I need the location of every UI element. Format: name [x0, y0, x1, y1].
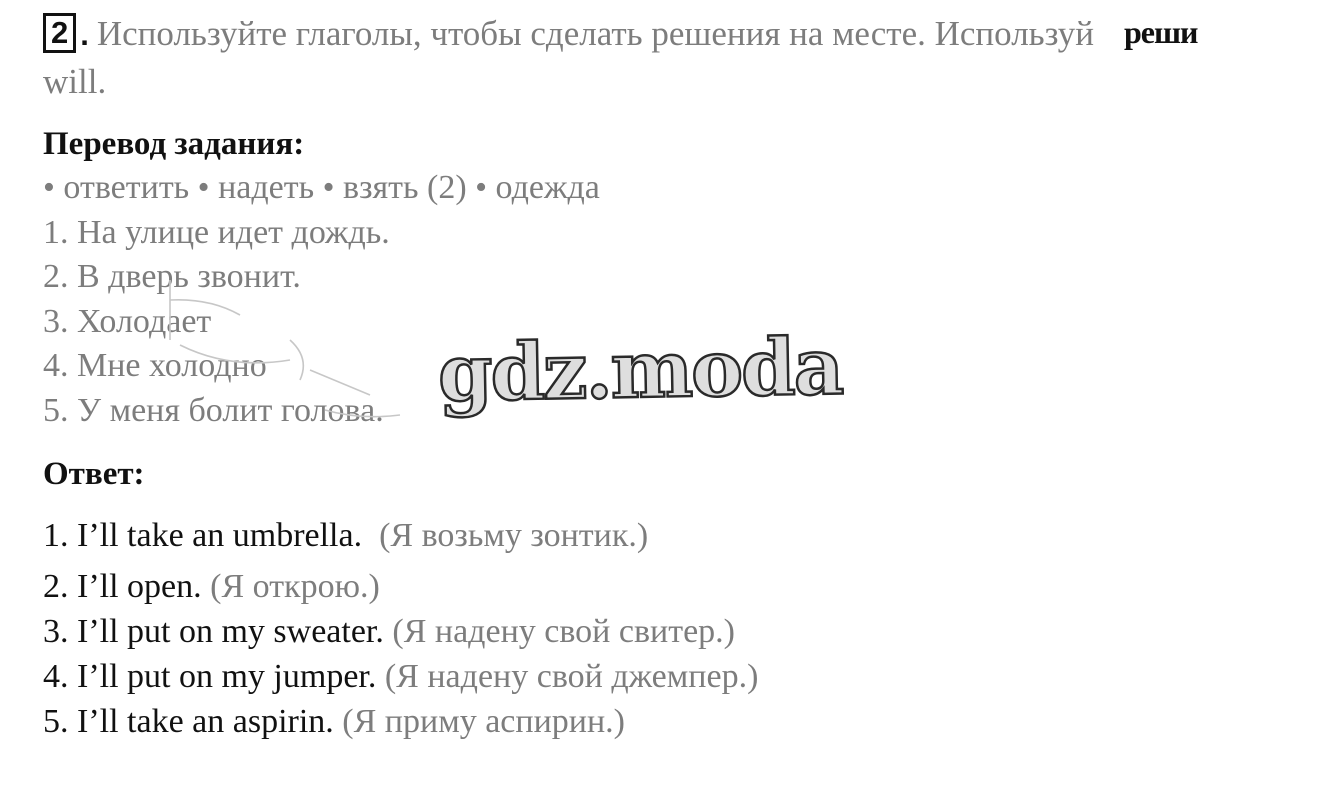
- translation-item-4: 4. Мне холодно: [43, 347, 267, 384]
- answer-en: 1. I’ll take an umbrella.: [43, 517, 363, 554]
- answer-item-2: [43, 566, 380, 608]
- answer-en: 2. I’ll open.: [43, 568, 202, 605]
- reshi-stamp: реши: [1124, 14, 1198, 50]
- translation-item-2: 2. В дверь звонит.: [43, 258, 301, 295]
- answer-ru: (Я открою.): [210, 568, 380, 605]
- task-text-line2: will.: [43, 62, 107, 101]
- answer-en: 4. I’ll put on my jumper.: [43, 658, 377, 695]
- answer-ru: (Я приму аспирин.): [342, 703, 625, 740]
- answer-ru: (Я надену свой свитер.): [392, 613, 735, 650]
- answer-item-5: [43, 701, 625, 743]
- answer-heading: Ответ:: [43, 456, 145, 492]
- translation-words: • ответить • надеть • взять (2) • одежда: [43, 169, 600, 206]
- answer-item-3: [43, 611, 735, 653]
- answer-item-4: [43, 656, 758, 698]
- answer-item-1: [43, 515, 648, 557]
- task-number: 2: [43, 13, 76, 53]
- answer-en: 5. I’ll take an aspirin.: [43, 703, 334, 740]
- answer-en: 3. I’ll put on my sweater.: [43, 613, 384, 650]
- translation-item-5: 5. У меня болит голова.: [43, 392, 384, 429]
- task-text-line1: Используйте глаголы, чтобы сделать решения на месте. Используй: [96, 14, 1094, 53]
- answer-ru: (Я надену свой джемпер.): [384, 658, 759, 695]
- translation-item-1: 1. На улице идет дождь.: [43, 214, 390, 251]
- translation-item-3: 3. Холодает: [43, 303, 212, 340]
- answer-ru: (Я возьму зонтик.): [379, 517, 649, 554]
- task-number-dot: .: [80, 17, 89, 52]
- translation-heading: Перевод задания:: [43, 126, 305, 162]
- watermark-logo: gdz.moda: [437, 321, 843, 420]
